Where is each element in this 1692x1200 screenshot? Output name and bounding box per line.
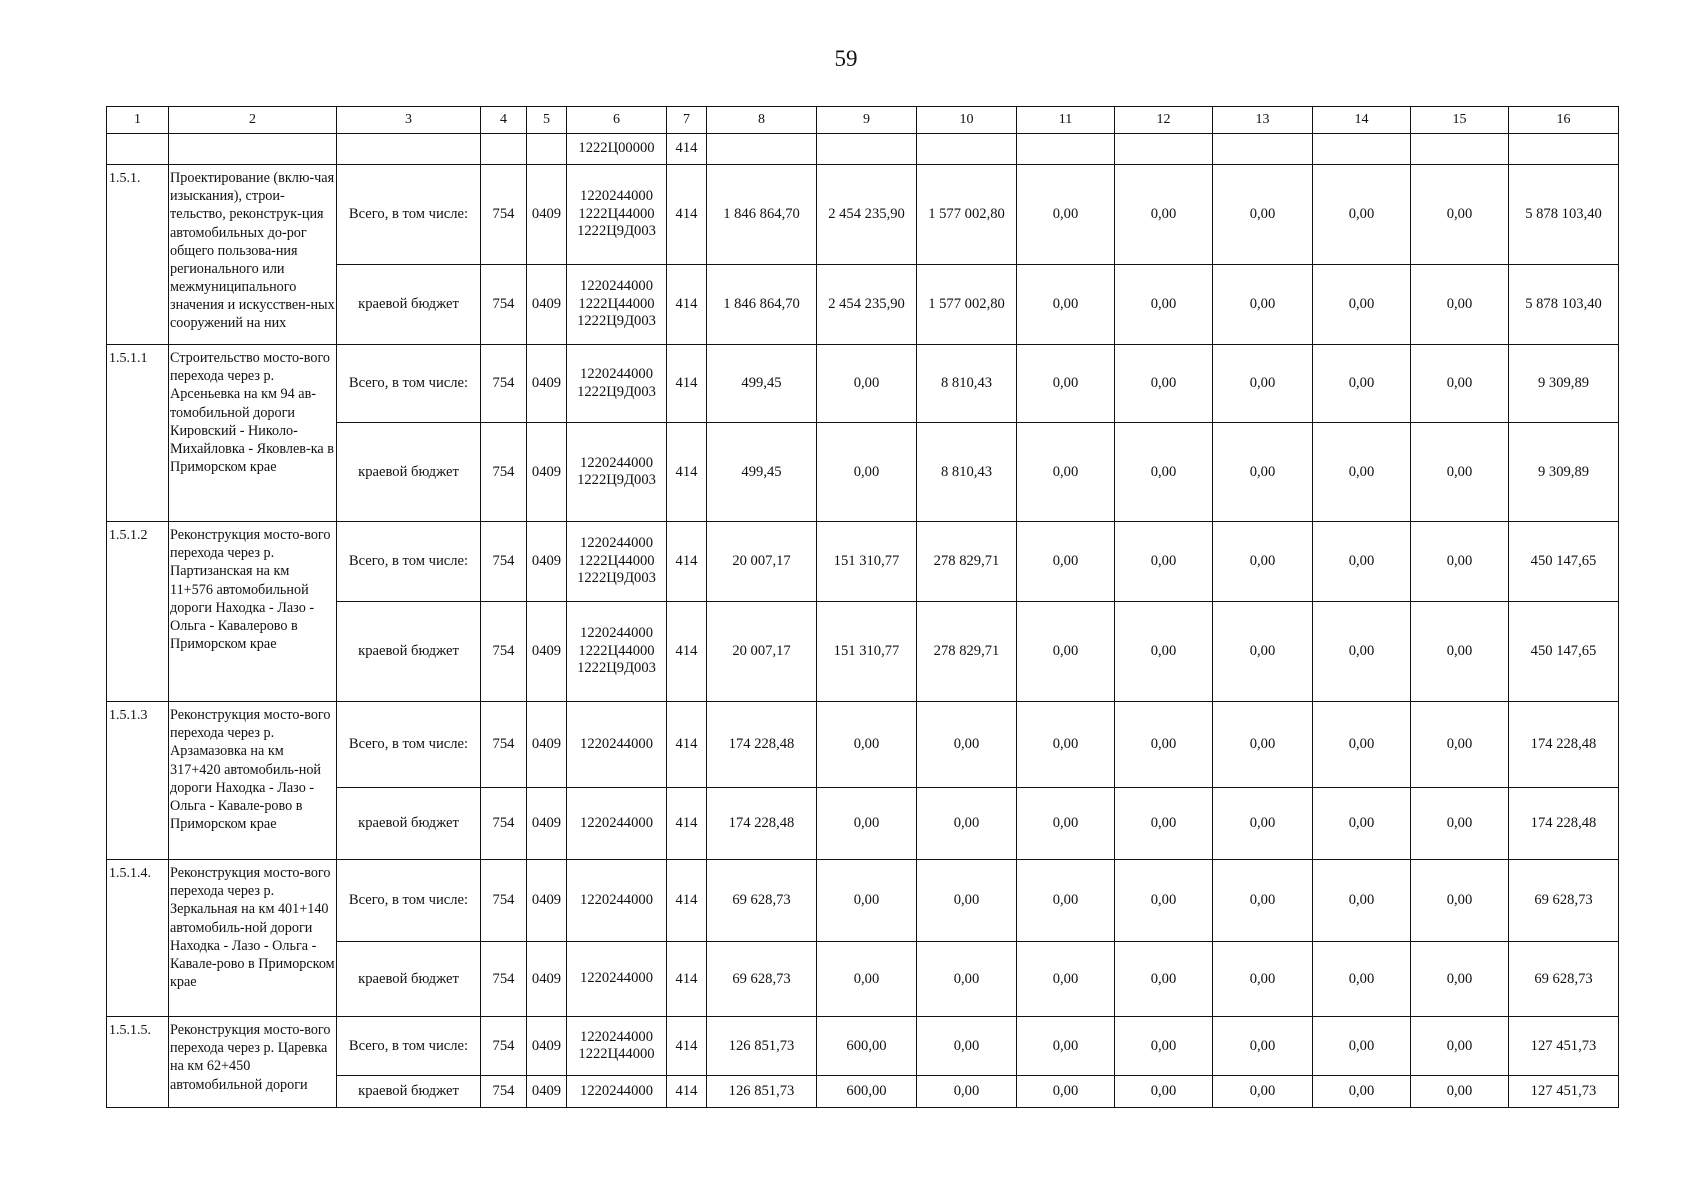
value-cell: 1 577 002,80 <box>917 265 1017 345</box>
column-header: 1 <box>107 107 169 134</box>
value-cell: 0,00 <box>817 423 917 522</box>
value-cell: 0,00 <box>1213 522 1313 602</box>
value-cell: 174 228,48 <box>1509 702 1619 788</box>
value-cell: 1 846 864,70 <box>707 165 817 265</box>
funding-source: Всего, в том числе: <box>337 1017 481 1076</box>
code-line: 1220244000 <box>580 366 653 382</box>
entry-total-row <box>107 860 1619 942</box>
value-cell: 20 007,17 <box>707 522 817 602</box>
entry-number: 1.5.1.1 <box>107 345 169 522</box>
value-cell: 5 878 103,40 <box>1509 165 1619 265</box>
value-cell: 1 577 002,80 <box>917 165 1017 265</box>
value-cell: 9 309,89 <box>1509 345 1619 423</box>
col5-cell: 0409 <box>527 1076 567 1108</box>
code-list <box>567 165 667 265</box>
code-list <box>567 345 667 423</box>
entry-total-row <box>107 165 1619 265</box>
value-cell: 0,00 <box>1411 423 1509 522</box>
code-line: 1222Ц9Д003 <box>577 223 656 240</box>
code-line: 1220244000 <box>580 188 653 205</box>
col7-cell: 414 <box>667 423 707 522</box>
entry-name: Реконструкция мосто-вого перехода через р. Зеркальная на км 401+140 автомобиль-ной дороги Находка - Лазо - Ольга - Кавале-рово в Приморском крае <box>169 860 337 1017</box>
value-cell: 0,00 <box>1213 1017 1313 1076</box>
funding-source: Всего, в том числе: <box>337 345 481 423</box>
value-cell: 0,00 <box>1313 602 1411 702</box>
code-list <box>567 1017 667 1076</box>
value-cell: 0,00 <box>1115 423 1213 522</box>
code-line: 1220244000 <box>580 814 653 831</box>
value-cell: 0,00 <box>1213 602 1313 702</box>
funding-source: краевой бюджет <box>337 265 481 345</box>
code-list <box>567 860 667 942</box>
col5-cell: 0409 <box>527 165 567 265</box>
code-list <box>567 1076 667 1108</box>
value-cell: 0,00 <box>1017 1017 1115 1076</box>
value-cell: 0,00 <box>817 345 917 423</box>
column-header: 4 <box>481 107 527 134</box>
budget-table <box>106 106 1619 1108</box>
value-cell: 0,00 <box>1213 1076 1313 1108</box>
column-header: 5 <box>527 107 567 134</box>
value-cell: 8 810,43 <box>917 345 1017 423</box>
code-list <box>567 702 667 788</box>
col4-cell: 754 <box>481 1017 527 1076</box>
value-cell: 0,00 <box>1411 602 1509 702</box>
funding-source: Всего, в том числе: <box>337 860 481 942</box>
col5-cell: 0409 <box>527 702 567 788</box>
col4-cell: 754 <box>481 860 527 942</box>
value-cell: 0,00 <box>1411 860 1509 942</box>
value-cell: 0,00 <box>1313 165 1411 265</box>
value-cell: 0,00 <box>1411 942 1509 1017</box>
value-cell: 0,00 <box>1213 788 1313 860</box>
code-list <box>567 602 667 702</box>
value-cell: 0,00 <box>1115 942 1213 1017</box>
value-cell: 0,00 <box>1017 942 1115 1017</box>
value-cell: 20 007,17 <box>707 602 817 702</box>
value-cell: 9 309,89 <box>1509 423 1619 522</box>
column-header: 8 <box>707 107 817 134</box>
column-header: 11 <box>1017 107 1115 134</box>
value-cell: 0,00 <box>1017 1076 1115 1108</box>
col4-cell: 754 <box>481 788 527 860</box>
column-header: 3 <box>337 107 481 134</box>
col4-cell: 754 <box>481 345 527 423</box>
value-cell: 0,00 <box>1017 860 1115 942</box>
entry-total-row <box>107 345 1619 423</box>
value-cell: 8 810,43 <box>917 423 1017 522</box>
funding-source: краевой бюджет <box>337 423 481 522</box>
value-cell: 0,00 <box>917 1017 1017 1076</box>
value-cell: 0,00 <box>917 942 1017 1017</box>
value-cell: 0,00 <box>917 1076 1017 1108</box>
value-cell: 174 228,48 <box>1509 788 1619 860</box>
value-cell: 127 451,73 <box>1509 1076 1619 1108</box>
value-cell: 0,00 <box>817 860 917 942</box>
value-cell: 2 454 235,90 <box>817 165 917 265</box>
value-cell: 0,00 <box>817 942 917 1017</box>
funding-source: краевой бюджет <box>337 788 481 860</box>
value-cell: 0,00 <box>917 702 1017 788</box>
col5-cell: 0409 <box>527 1017 567 1076</box>
col4-cell: 754 <box>481 1076 527 1108</box>
value-cell: 0,00 <box>1017 788 1115 860</box>
value-cell: 0,00 <box>1115 265 1213 345</box>
value-cell: 0,00 <box>817 788 917 860</box>
value-cell: 0,00 <box>1115 345 1213 423</box>
funding-source: Всего, в том числе: <box>337 522 481 602</box>
value-cell: 0,00 <box>1017 702 1115 788</box>
value-cell: 0,00 <box>1115 702 1213 788</box>
value-cell: 0,00 <box>1017 423 1115 522</box>
entry-total-row <box>107 1017 1619 1076</box>
entry-number: 1.5.1.5. <box>107 1017 169 1108</box>
entry-number: 1.5.1.3 <box>107 702 169 860</box>
value-cell: 0,00 <box>917 788 1017 860</box>
value-cell: 0,00 <box>1017 345 1115 423</box>
value-cell: 69 628,73 <box>1509 860 1619 942</box>
value-cell: 499,45 <box>707 345 817 423</box>
code-list <box>567 265 667 345</box>
col7-cell: 414 <box>667 788 707 860</box>
code-line: 1222Ц44000 <box>578 205 655 222</box>
column-header: 10 <box>917 107 1017 134</box>
value-cell: 0,00 <box>1213 942 1313 1017</box>
value-cell: 278 829,71 <box>917 522 1017 602</box>
value-cell: 0,00 <box>1411 702 1509 788</box>
value-cell: 0,00 <box>1313 1076 1411 1108</box>
value-cell: 69 628,73 <box>1509 942 1619 1017</box>
col7-cell: 414 <box>667 942 707 1017</box>
code-line: 1220244000 <box>580 891 653 908</box>
code-cell: 1222Ц00000 <box>567 134 667 165</box>
entry-total-row <box>107 702 1619 788</box>
column-header: 12 <box>1115 107 1213 134</box>
value-cell: 600,00 <box>817 1076 917 1108</box>
entry-name: Реконструкция мосто-вого перехода через р. Арзамазовка на км 317+420 автомобиль-ной дороги Находка - Лазо - Ольга - Кавале-рово в Приморском крае <box>169 702 337 860</box>
continuation-row <box>107 134 1619 165</box>
col4-cell: 754 <box>481 602 527 702</box>
code-list <box>567 942 667 1017</box>
funding-source: Всего, в том числе: <box>337 702 481 788</box>
value-cell: 0,00 <box>1017 165 1115 265</box>
value-cell: 174 228,48 <box>707 702 817 788</box>
code-line: 1222Ц9Д003 <box>577 313 656 330</box>
code-line: 1222Ц44000 <box>578 295 655 312</box>
entry-number: 1.5.1.4. <box>107 860 169 1017</box>
value-cell: 0,00 <box>1017 522 1115 602</box>
value-cell: 0,00 <box>1017 602 1115 702</box>
col4-cell: 754 <box>481 942 527 1017</box>
code-line: 1220244000 <box>580 970 653 987</box>
code-line: 1222Ц44000 <box>578 642 655 659</box>
entry-name: Проектирование (вклю-чая изыскания), строи-тельство, реконструк-ция автомобильных до-рог общего пользова-ния регионального или межмуниципального значения и искусствен-ных сооружений на них <box>169 165 337 345</box>
code-list <box>567 423 667 522</box>
code-line: 1220244000 <box>580 278 653 295</box>
value-cell: 0,00 <box>1411 788 1509 860</box>
value-cell: 0,00 <box>1017 265 1115 345</box>
code-line: 1220244000 <box>580 625 653 642</box>
column-header: 7 <box>667 107 707 134</box>
value-cell: 0,00 <box>1115 788 1213 860</box>
col5-cell: 0409 <box>527 423 567 522</box>
value-cell: 5 878 103,40 <box>1509 265 1619 345</box>
col5-cell: 0409 <box>527 860 567 942</box>
code-list <box>567 522 667 602</box>
value-cell: 0,00 <box>1115 860 1213 942</box>
value-cell: 0,00 <box>1213 423 1313 522</box>
code-line: 1220244000 <box>580 535 653 552</box>
value-cell: 0,00 <box>1411 345 1509 423</box>
value-cell: 0,00 <box>1313 265 1411 345</box>
value-cell: 499,45 <box>707 423 817 522</box>
col5-cell: 0409 <box>527 602 567 702</box>
value-cell: 0,00 <box>1213 265 1313 345</box>
value-cell: 0,00 <box>1115 602 1213 702</box>
value-cell: 0,00 <box>1313 702 1411 788</box>
value-cell: 0,00 <box>1411 1017 1509 1076</box>
col4-cell: 754 <box>481 423 527 522</box>
value-cell: 0,00 <box>1411 1076 1509 1108</box>
entry-name: Строительство мосто-вого перехода через р. Арсеньевка на км 94 ав-томобильной дороги Кировский - Николо-Михайловка - Яковлев-ка в Приморском крае <box>169 345 337 522</box>
value-cell: 151 310,77 <box>817 522 917 602</box>
value-cell: 1 846 864,70 <box>707 265 817 345</box>
value-cell: 0,00 <box>1411 522 1509 602</box>
code-line: 1222Ц44000 <box>578 1046 655 1062</box>
col7-cell: 414 <box>667 1076 707 1108</box>
value-cell: 126 851,73 <box>707 1076 817 1108</box>
value-cell: 0,00 <box>1313 860 1411 942</box>
entry-name: Реконструкция мосто-вого перехода через р. Царевка на км 62+450 автомобильной дороги <box>169 1017 337 1108</box>
col7-cell: 414 <box>667 165 707 265</box>
column-header: 6 <box>567 107 667 134</box>
value-cell: 0,00 <box>1411 165 1509 265</box>
value-cell: 174 228,48 <box>707 788 817 860</box>
column-header: 9 <box>817 107 917 134</box>
value-cell: 278 829,71 <box>917 602 1017 702</box>
value-cell: 0,00 <box>1411 265 1509 345</box>
value-cell: 0,00 <box>1313 788 1411 860</box>
entry-name: Реконструкция мосто-вого перехода через р. Партизанская на км 11+576 автомобильной дороги Находка - Лазо - Ольга - Кавалерово в Приморском крае <box>169 522 337 702</box>
col7-cell: 414 <box>667 265 707 345</box>
col4-cell: 754 <box>481 265 527 345</box>
col5-cell: 0409 <box>527 942 567 1017</box>
code-line: 1220244000 <box>580 1082 653 1099</box>
entry-number: 1.5.1.2 <box>107 522 169 702</box>
funding-source: краевой бюджет <box>337 602 481 702</box>
code-line: 1222Ц9Д003 <box>577 472 656 488</box>
value-cell: 0,00 <box>1213 345 1313 423</box>
value-cell: 450 147,65 <box>1509 602 1619 702</box>
code-line: 1220244000 <box>580 1028 653 1045</box>
value-cell: 126 851,73 <box>707 1017 817 1076</box>
value-cell: 0,00 <box>1313 522 1411 602</box>
value-cell: 0,00 <box>1115 1017 1213 1076</box>
value-cell: 0,00 <box>1313 942 1411 1017</box>
value-cell: 0,00 <box>1313 423 1411 522</box>
funding-source: Всего, в том числе: <box>337 165 481 265</box>
value-cell: 0,00 <box>817 702 917 788</box>
code-line: 1222Ц44000 <box>578 552 655 569</box>
code-line: 1220244000 <box>580 735 653 752</box>
col4-cell: 754 <box>481 165 527 265</box>
code-list <box>567 788 667 860</box>
code-line: 1220244000 <box>580 454 653 471</box>
col5-cell: 0409 <box>527 345 567 423</box>
value-cell: 0,00 <box>1115 522 1213 602</box>
col7-cell: 414 <box>667 1017 707 1076</box>
col4-cell: 754 <box>481 522 527 602</box>
code-line: 1222Ц9Д003 <box>577 660 656 677</box>
column-number-row <box>107 107 1619 134</box>
entry-total-row <box>107 522 1619 602</box>
entry-number: 1.5.1. <box>107 165 169 345</box>
value-cell: 151 310,77 <box>817 602 917 702</box>
col5-cell: 0409 <box>527 788 567 860</box>
value-cell: 127 451,73 <box>1509 1017 1619 1076</box>
col4-cell: 754 <box>481 702 527 788</box>
value-cell: 450 147,65 <box>1509 522 1619 602</box>
funding-source: краевой бюджет <box>337 1076 481 1108</box>
column-header: 13 <box>1213 107 1313 134</box>
column-header: 15 <box>1411 107 1509 134</box>
code-line: 1222Ц9Д003 <box>577 570 656 587</box>
col5-cell: 0409 <box>527 522 567 602</box>
col5-cell: 0409 <box>527 265 567 345</box>
page-number: 59 <box>834 46 858 71</box>
value-cell: 0,00 <box>1213 860 1313 942</box>
value-cell: 600,00 <box>817 1017 917 1076</box>
value-cell: 0,00 <box>1313 345 1411 423</box>
value-cell: 0,00 <box>1115 1076 1213 1108</box>
code-line: 1222Ц9Д003 <box>577 383 656 400</box>
col7-cell: 414 <box>667 860 707 942</box>
column-header: 2 <box>169 107 337 134</box>
col7-cell: 414 <box>667 522 707 602</box>
col7-cell: 414 <box>667 702 707 788</box>
col7-cell: 414 <box>667 134 707 165</box>
column-header: 16 <box>1509 107 1619 134</box>
value-cell: 0,00 <box>1313 1017 1411 1076</box>
col7-cell: 414 <box>667 602 707 702</box>
value-cell: 0,00 <box>1213 702 1313 788</box>
value-cell: 0,00 <box>917 860 1017 942</box>
value-cell: 0,00 <box>1213 165 1313 265</box>
value-cell: 0,00 <box>1115 165 1213 265</box>
value-cell: 69 628,73 <box>707 942 817 1017</box>
value-cell: 2 454 235,90 <box>817 265 917 345</box>
col7-cell: 414 <box>667 345 707 423</box>
column-header: 14 <box>1313 107 1411 134</box>
funding-source: краевой бюджет <box>337 942 481 1017</box>
value-cell: 69 628,73 <box>707 860 817 942</box>
